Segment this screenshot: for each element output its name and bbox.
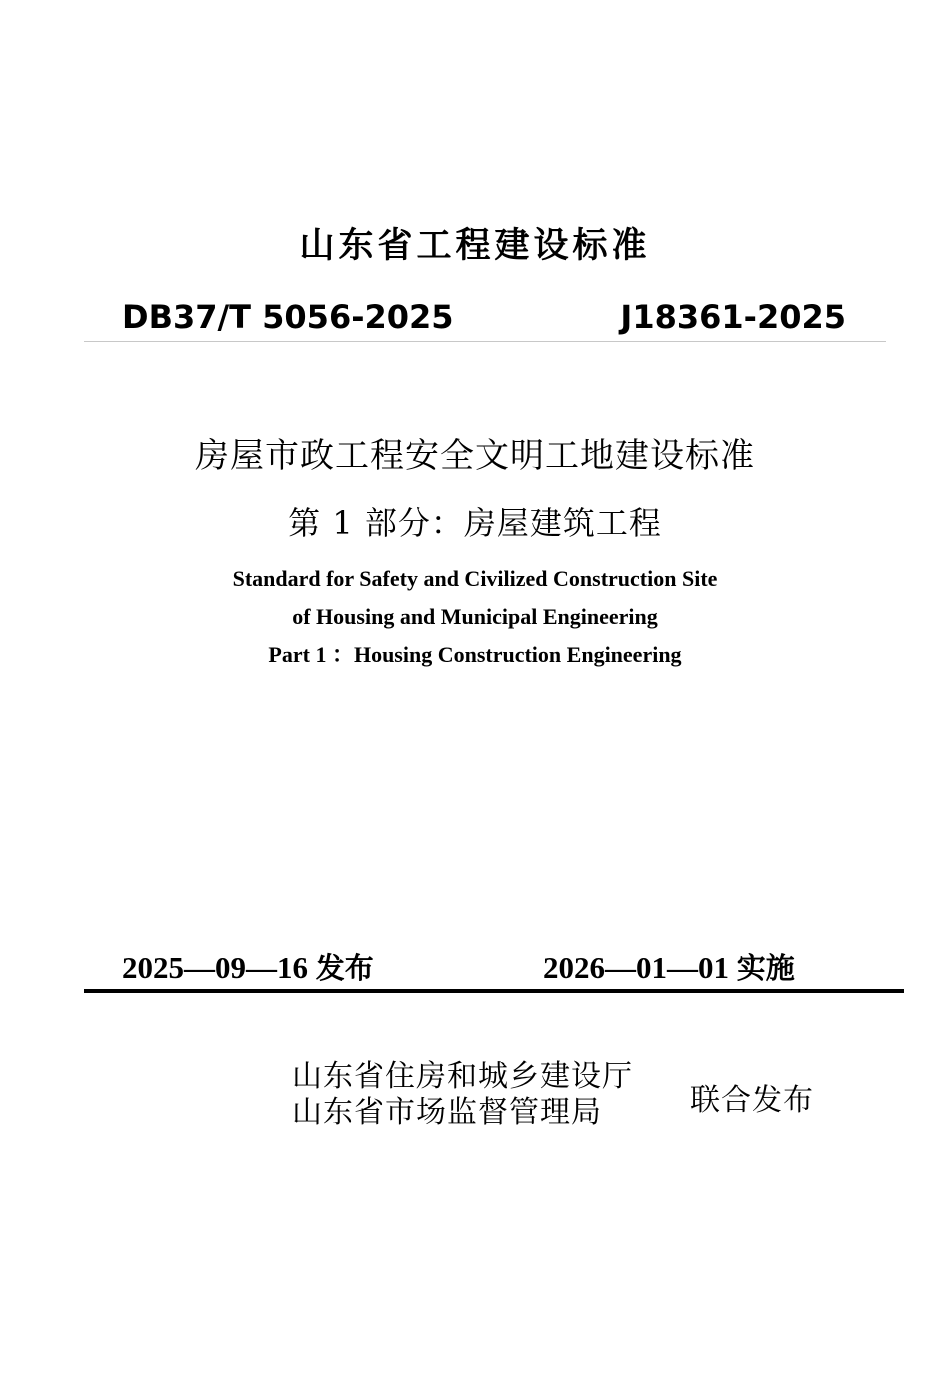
subtitle-chinese-part: 第 1 部分：房屋建筑工程 — [288, 504, 662, 542]
issue-date: 2025—09—16 — [122, 950, 308, 985]
issue-label: 发布 — [315, 951, 374, 985]
title-chinese: 房屋市政工程安全文明工地建设标准 — [195, 436, 755, 476]
title-english-line-1: Standard for Safety and Civilized Construction Site — [232, 566, 718, 591]
title-english-line-2: of Housing and Municipal Engineering — [292, 604, 658, 629]
date-divider — [84, 989, 904, 993]
db-standard-code: DB37/T 5056-2025 — [122, 298, 454, 336]
standard-category: 山东省工程建设标准 — [299, 226, 651, 266]
joint-issue-label: 联合发布 — [690, 1083, 814, 1118]
implement-date-block — [543, 946, 795, 990]
issue-date-block — [122, 946, 374, 990]
implement-date: 2026—01—01 — [543, 950, 729, 985]
standard-code-row — [122, 296, 846, 338]
issuer-market-regulation: 山东省市场监督管理局 — [292, 1095, 602, 1130]
title-english-line-3: Part 1 ：Housing Construction Engineering — [268, 642, 682, 667]
header-divider — [84, 341, 886, 342]
j-registration-code: J18361-2025 — [620, 298, 846, 336]
date-row — [122, 946, 882, 990]
implement-label: 实施 — [736, 951, 795, 985]
issuer-housing-department: 山东省住房和城乡建设厅 — [292, 1059, 633, 1094]
